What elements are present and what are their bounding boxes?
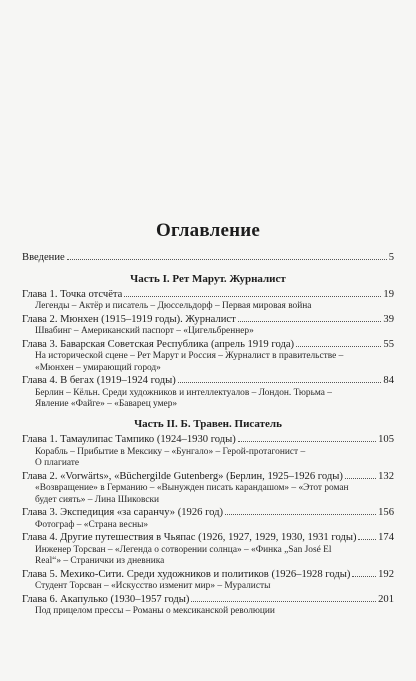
chapter-subtopics: Студент Торсван – «Искусство изменит мир» – Муралисты <box>35 581 271 592</box>
chapter-title: Глава 1. Точка отсчёта <box>22 288 123 300</box>
dot-leader <box>296 346 381 347</box>
chapter-title: Глава 2. «Vorwärts», «Büchergilde Gutenberg» (Берлин, 1925–1926 годы) <box>22 470 343 482</box>
chapter-subtopics: Инженер Торсван – «Легенда о сотворении солнца» – «Финка „San José El <box>35 544 332 555</box>
chapter-title: Глава 1. Тамаулипас Тампико (1924–1930 годы) <box>22 434 236 446</box>
chapter-subtopics: На исторической сцене – Рет Марут и Россия – Журналист в правительстве – <box>35 351 344 362</box>
toc-chapter <box>22 314 394 338</box>
chapter-page-number: 192 <box>378 568 394 580</box>
chapter-title: Глава 2. Мюнхен (1915–1919 годы). Журналист <box>22 313 236 325</box>
chapter-title: Глава 3. Экспедиция «за саранчу» (1926 год) <box>22 507 224 519</box>
entry-label: Введение <box>22 252 65 263</box>
toc-chapter <box>22 339 394 374</box>
chapter-subtopics: Швабинг – Американский паспорт – «Цигельбреннер» <box>35 326 254 337</box>
dot-leader <box>238 321 382 322</box>
chapter-subtopics: Фотограф – «Страна весны» <box>35 519 149 530</box>
chapter-title: Глава 6. Акапулько (1930–1957 годы) <box>22 593 190 605</box>
chapter-page-number: 174 <box>378 532 394 544</box>
chapter-title: Глава 4. Другие путешествия в Чьяпас (1926, 1927, 1929, 1930, 1931 годы) <box>22 532 357 544</box>
toc-chapter <box>22 532 394 567</box>
chapter-subtopics: будет сиять» – Лина Шиковски <box>35 494 160 505</box>
chapter-page-number: 105 <box>378 434 394 446</box>
dot-leader <box>67 259 387 260</box>
dot-leader <box>358 539 376 540</box>
chapter-page-number: 39 <box>383 313 394 325</box>
toc-chapter <box>22 434 394 469</box>
chapter-page-number: 201 <box>378 593 394 605</box>
toc-chapter <box>22 569 394 593</box>
dot-leader <box>225 514 376 515</box>
chapter-page-number: 132 <box>378 470 394 482</box>
chapter-subtopics: О плагиате <box>35 458 80 469</box>
chapter-title: Глава 3. Баварская Советская Республика (апрель 1919 года) <box>22 338 295 350</box>
chapter-page-number: 55 <box>383 338 394 350</box>
chapter-subtopics: «Мюнхен – умирающий город» <box>35 362 161 373</box>
part-heading: Часть I. Рет Марут. Журналист <box>130 272 286 285</box>
toc-chapter <box>22 507 394 531</box>
toc-chapter <box>22 471 394 506</box>
dot-leader <box>345 478 376 479</box>
entry-page-number: 5 <box>388 252 394 263</box>
chapter-subtopics: Легенды – Актёр и писатель – Дюссельдорф – Первая мировая война <box>35 301 312 312</box>
chapter-subtopics: Берлин – Кёльн. Среди художников и интеллектуалов – Лондон. Тюрьма – <box>35 387 332 398</box>
part-heading: Часть II. Б. Травен. Писатель <box>134 418 282 431</box>
toc-chapter <box>22 594 394 618</box>
dot-leader <box>178 382 382 383</box>
chapter-subtopics: Корабль – Прибытие в Мексику – «Бунгало» – Герой-протагонист – <box>35 447 306 457</box>
table-of-contents <box>22 220 394 619</box>
chapter-page-number: 156 <box>378 507 394 519</box>
dot-leader <box>191 601 376 602</box>
chapter-page-number: 19 <box>383 288 394 300</box>
dot-leader <box>238 441 376 442</box>
toc-chapter <box>22 375 394 410</box>
chapter-subtopics: Real“» – Странички из дневника <box>35 556 165 567</box>
dot-leader <box>124 296 381 297</box>
toc-chapter <box>22 289 394 313</box>
chapter-title: Глава 5. Мехико-Сити. Среди художников и политиков (1926–1928 годы) <box>22 568 351 580</box>
dot-leader <box>352 576 376 577</box>
chapter-title: Глава 4. В бегах (1919–1924 годы) <box>22 375 176 386</box>
chapter-subtopics: Явление «Файге» – «Баварец умер» <box>35 399 178 409</box>
toc-entry-intro <box>22 252 394 265</box>
chapter-subtopics: «Возвращение» в Германию – «Вынужден писать карандашом» – «Этот роман <box>35 483 349 494</box>
chapter-subtopics: Под прицелом прессы – Романы о мексиканской революции <box>35 606 275 617</box>
chapter-page-number: 84 <box>383 375 394 386</box>
toc-title: Оглавление <box>155 220 261 241</box>
